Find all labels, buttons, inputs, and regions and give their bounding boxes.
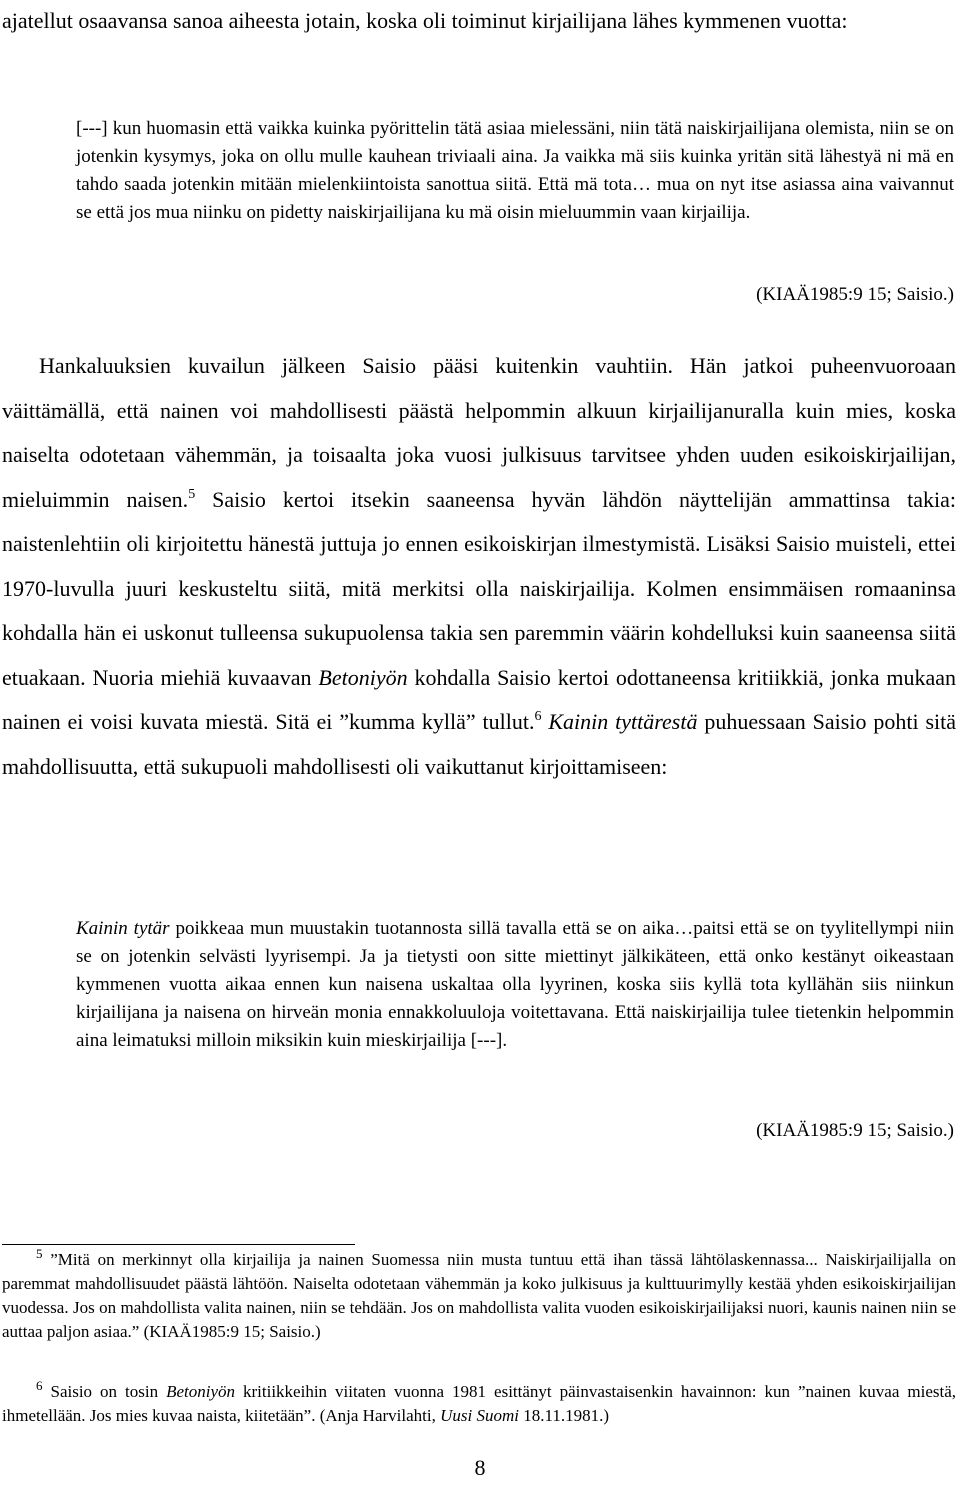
footnote-6-text-c: 18.11.1981.)	[518, 1406, 609, 1425]
footnote-6-title: Betoniyön	[166, 1382, 236, 1401]
footnote-separator	[2, 1244, 355, 1245]
quote-2-citation: (KIAÄ1985:9 15; Saisio.)	[756, 1120, 954, 1141]
footnote-ref-5[interactable]: 5	[188, 486, 196, 502]
quote-1-citation: (KIAÄ1985:9 15; Saisio.)	[756, 284, 954, 305]
book-title-kainin-tyttaresta: Kainin tyttärestä	[548, 709, 698, 734]
intro-paragraph: ajatellut osaavansa sanoa aiheesta jotain, koska oli toiminut kirjailijana lähes kymmenen vuotta:	[2, 8, 848, 33]
body-part-4: puhuessaan Saisio pohti sitä mahdollisuutta, että sukupuoli mahdollisesti oli vaikuttanut kirjoittamiseen:	[2, 709, 957, 779]
footnote-6-text-a: Saisio on tosin	[42, 1382, 167, 1401]
book-title-betoniyon: Betoniyön	[318, 664, 408, 690]
body-part-3: kohdalla Saisio kertoi odottaneensa kritiikkiä, jonka mukaan nainen ei voisi kuvata miestä. Sitä ei ”kumma kyllä” tullut.	[2, 664, 957, 734]
body-part-1: Hankaluuksien kuvailun jälkeen Saisio pääsi kuitenkin vauhtiin. Hän jatkoi puheenvuoroaan väittämällä, että nainen voi mahdollisesti päästä helpommin alkuun kirjailijanuralla kuin mies, koska naiselta odotetaan vähemmän, ja toisaalta joka vuosi julkisuus tarvitsee yhden uuden esikoiskirjailijan, mieluimmin naisen.	[2, 353, 956, 512]
body-part-2: Saisio kertoi itsekin saaneensa hyvän lähdön näyttelijän ammattinsa takia: naistenlehtiin oli kirjoitettu hänestä juttuja jo ennen esikoiskirjan ilmestymistä. Lisäksi Saisio muisteli, ettei 1970-luvulla juuri keskusteltu siitä, mitä merkitsi olla naiskirjailija. Kolmen ensimmäisen romaaninsa kohdalla hän ei uskonut tulleensa sukupuolensa takia sen paremmin väärin kohdelluksi kuin saaneensa siitä etuakaan. Nuoria miehiä kuvaavan	[2, 486, 956, 690]
quote-1-text: [---] kun huomasin että vaikka kuinka pyörittelin tätä asiaa mielessäni, niin tätä naiskirjailijana olemista, niin se on jotenkin kysymys, joka on ollu mulle kauhean triviaali aina. Ja vaikka mä siis kuinka yritän sitä lähestyä ni mä en tahdo saada jotenkin mitään mielenkiintoista sanottua siitä. Että mä tota… mua on nyt itse asiassa aina vaivannut se että jos mua niinku on pidetty naiskirjailijana ku mä oisin mieluummin vaan kirjailija.	[76, 118, 954, 223]
footnote-6	[2, 1380, 956, 1428]
quote-2-text: poikkeaa mun muustakin tuotannosta sillä tavalla että se on aika…paitsi että se on tyylitellympi niin se on jotenkin selvästi lyyrisempi. Ja ja tietysti oon sitte miettinyt jälkikäteen, että onko kestänyt oikeastaan kymmenen vuotta aikaa ennen kun naisena uskaltaa olla lyyrinen, koska siis kyllä tota kyllähän siis niinkun kirjailijana ja naisena on hirveän monia ennakkoluuloja voitettavana. Että naiskirjailija tulee tietenkin helpommin aina leimatuksi milloin miksikin kuin mieskirjailija [---].	[76, 918, 954, 1051]
footnote-6-source: Uusi Suomi	[440, 1406, 519, 1425]
footnote-6-text-b: kritiikkeihin viitaten vuonna 1981 esittänyt päinvastaisenkin havainnon: kun ”nainen kuvaa miestä, ihmetellään. Jos mies kuvaa naista, kiitetään”. (Anja Harvilahti,	[2, 1382, 957, 1425]
block-quote-1	[76, 115, 954, 227]
footnote-6-mark: 6	[36, 1378, 43, 1393]
footnote-5-text: ”Mitä on merkinnyt olla kirjailija ja nainen Suomessa niin musta tuntuu että ihan tässä lähtölaskennassa... Naiskirjailijalla on paremmat mahdollisuudet päästä lähtöön. Naiselta odotetaan vähemmän ja koko julkisuus ja kulttuurimylly kestää yhden esikoiskirjailijan vuodessa. Jos on mahdollista valita nainen, niin se tehdään. Jos on mahdollista valita vuoden esikoiskirjailijaksi nuori, kaunis nainen niin se auttaa paljon asiaa.” (KIAÄ1985:9 15; Saisio.)	[2, 1250, 956, 1341]
block-quote-2	[76, 915, 954, 1055]
footnote-5-mark: 5	[36, 1246, 43, 1261]
page-number: 8	[474, 1455, 486, 1480]
body-paragraph	[2, 344, 956, 789]
book-title-kainin-tytar: Kainin tytär	[76, 918, 170, 939]
footnote-ref-6[interactable]: 6	[534, 709, 542, 724]
footnote-5	[2, 1248, 956, 1344]
